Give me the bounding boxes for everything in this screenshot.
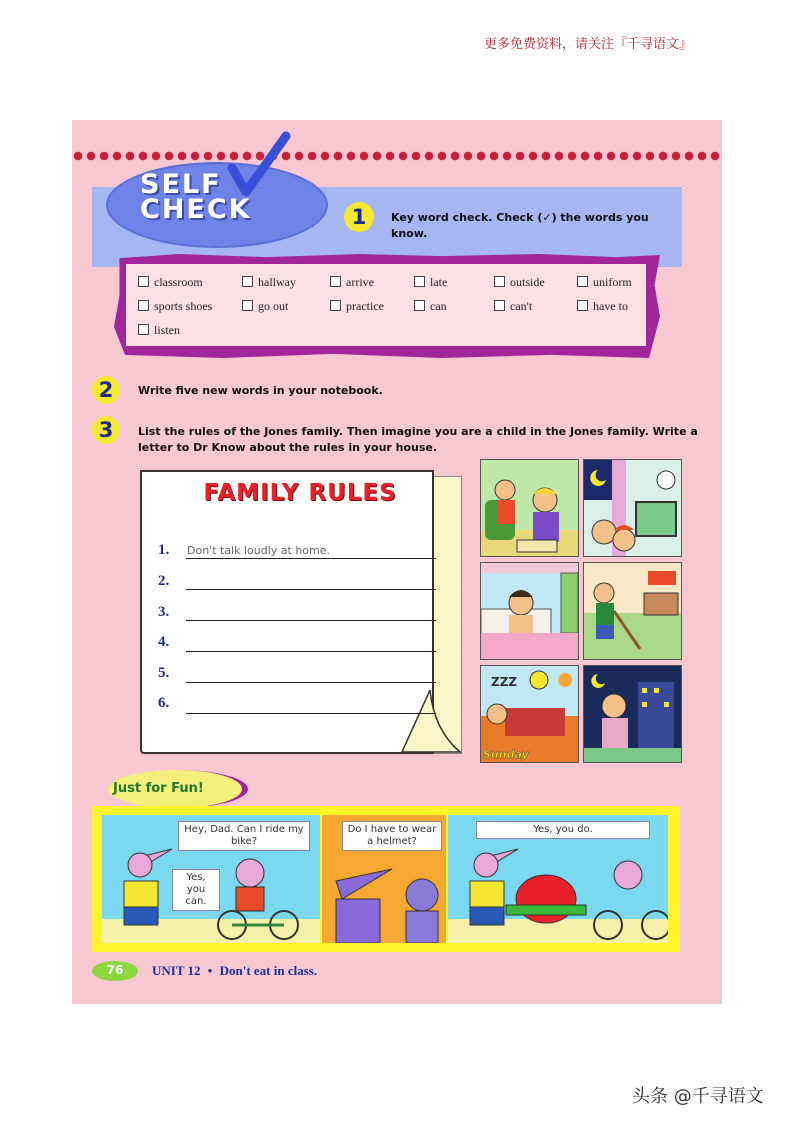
reading-icon [480,459,579,557]
task-1-number: 1 [344,202,374,232]
checkbox-icon[interactable] [330,300,341,311]
rules-card [140,470,434,754]
tv-icon [583,459,682,557]
section-title-line2: CHECK [140,194,252,225]
rule-number: 2. [158,573,170,589]
rule-line[interactable] [186,620,436,621]
comic-panel-2 [322,815,446,943]
dotted-border [72,150,722,162]
task-2-instruction: Write five new words in your notebook. [138,384,383,397]
checkbox-icon[interactable] [242,300,253,311]
rule-line[interactable] [186,651,436,652]
comic-panel-1 [102,815,320,943]
rule-number: 5. [158,665,170,681]
family-rules-title: FAMILY RULES [203,480,397,506]
rule-number: 3. [158,604,170,620]
checkbox-icon[interactable] [494,300,505,311]
word-checkbox[interactable]: arrive [330,275,374,290]
word-checkbox[interactable]: go out [242,299,288,314]
word-checkbox[interactable]: can [414,299,447,314]
checkbox-icon[interactable] [138,300,149,311]
speech-bubble: Yes, you do. [476,821,650,839]
sleep-icon [480,665,579,763]
checkbox-icon[interactable] [414,300,425,311]
task-1-instruction: Key word check. Check (✓) the words you know. [391,211,649,240]
checkmark-icon [224,130,294,200]
word-checkbox[interactable]: sports shoes [138,299,212,314]
rule-number: 6. [158,695,170,711]
bed-icon [480,562,579,660]
checkbox-icon[interactable] [138,276,149,287]
city-icon [583,665,682,763]
unit-label: UNIT 12 [152,963,201,978]
rule-number: 1. [158,542,170,558]
cleaning-icon [583,562,682,660]
page-curl-icon [400,690,462,754]
checkbox-icon[interactable] [242,276,253,287]
speech-bubble: Hey, Dad. Can I ride my bike? [178,821,310,851]
word-checkbox[interactable]: outside [494,275,545,290]
rule-line[interactable] [186,713,436,714]
speech-bubble: Yes, you can. [172,869,220,911]
watermark: 头条 @千寻语文 [632,1086,764,1107]
checkbox-icon[interactable] [577,300,588,311]
word-checkbox[interactable]: uniform [577,275,632,290]
word-checkbox[interactable]: listen [138,323,180,338]
footer-unit [152,963,317,979]
bullet: • [207,963,213,978]
just-for-fun-label: Just for Fun! [113,781,204,796]
word-checkbox[interactable]: have to [577,299,628,314]
task-3-instruction: List the rules of the Jones family. Then imagine you are a child in the Jones family. Write a letter to Dr Know about the rules in your house. [138,425,698,454]
word-checkbox[interactable]: late [414,275,447,290]
word-checkbox[interactable]: classroom [138,275,203,290]
rule-number: 4. [158,634,170,650]
task-3-number: 3 [92,416,120,444]
checkbox-icon[interactable] [330,276,341,287]
comic-panel-3 [448,815,668,943]
word-checkbox[interactable]: hallway [242,275,296,290]
section-title-line1: SELF [140,169,222,200]
checkbox-icon[interactable] [138,324,149,335]
header-note: 更多免费资料，请关注『千寻语文』 [484,37,693,52]
sleep-text: ZZZ [491,675,518,689]
rule-line[interactable] [186,589,436,590]
page-number: 76 [106,963,124,977]
checkbox-icon[interactable] [577,276,588,287]
rule-example: Don't talk loudly at home. [187,544,331,557]
checkbox-icon[interactable] [414,276,425,287]
word-checkbox[interactable]: practice [330,299,384,314]
sunday-label: Sunday [483,748,529,761]
rule-line[interactable] [186,682,436,683]
word-checkbox[interactable]: can't [494,299,532,314]
rule-line [186,558,436,559]
unit-title: Don't eat in class. [219,963,318,978]
speech-bubble: Do I have to wear a helmet? [342,821,442,851]
task-2-number: 2 [92,376,120,404]
checkbox-icon[interactable] [494,276,505,287]
